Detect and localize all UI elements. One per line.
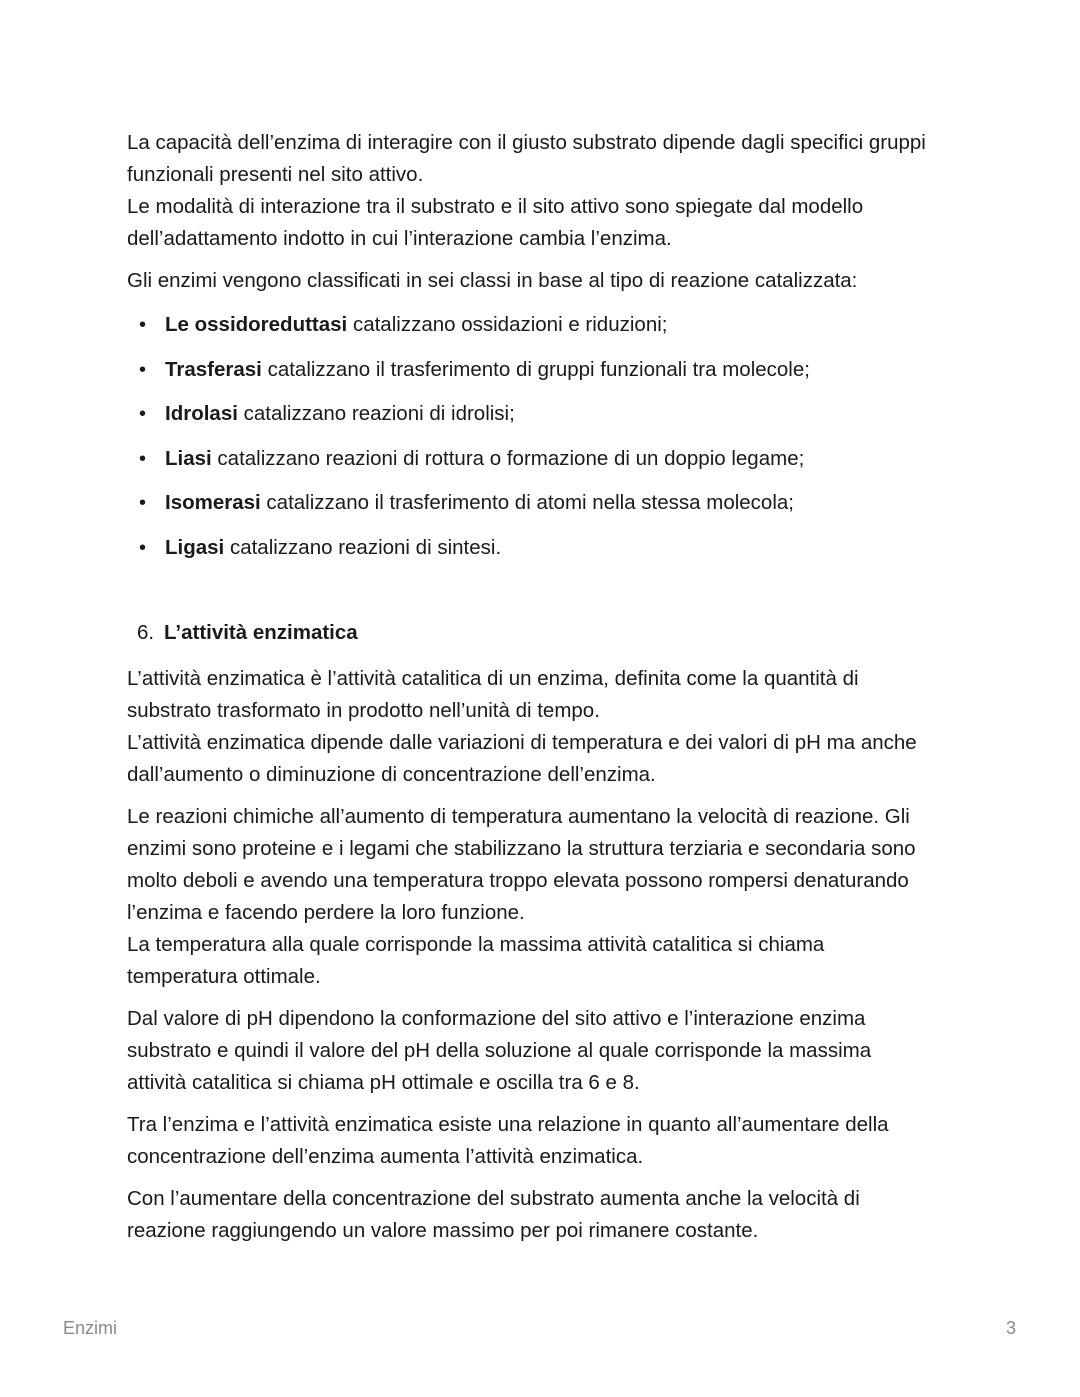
paragraph-enzyme-activity-definition — [127, 663, 957, 791]
list-item — [127, 354, 957, 399]
class-description: catalizzano reazioni di rottura o formazione di un doppio legame; — [211, 446, 805, 470]
section-title: L’attività enzimatica — [164, 620, 358, 644]
text-line: Le modalità di interazione tra il substrato e il sito attivo sono spiegate dal modello — [127, 195, 864, 218]
list-item — [127, 487, 957, 532]
class-name: Le ossidoreduttasi — [165, 313, 348, 336]
class-name: Ligasi — [165, 535, 225, 559]
class-name: Isomerasi — [165, 491, 261, 515]
text-line: L’attività enzimatica è l’attività catalitica di un enzima, definita come la quantità di — [127, 666, 859, 690]
class-name: Idrolasi — [165, 402, 238, 426]
text-line: substrato trasformato in prodotto nell’unità di tempo. — [127, 698, 600, 722]
footer-document-title: Enzimi — [63, 1318, 118, 1338]
text-line: dell’adattamento indotto in cui l’interazione cambia l’enzima. — [127, 227, 672, 250]
text-line: dall’aumento o diminuzione di concentrazione dell’enzima. — [127, 762, 656, 786]
text-line: L’attività enzimatica dipende dalle variazioni di temperatura e dei valori di pH ma anche — [127, 730, 917, 754]
list-item — [127, 398, 957, 443]
section-number: 6. — [137, 620, 155, 644]
list-item — [127, 443, 957, 488]
text-line: Con l’aumentare della concentrazione del substrato aumenta anche la velocità di — [127, 1186, 860, 1210]
footer-page-number: 3 — [1005, 1318, 1016, 1338]
text-line: molto deboli e avendo una temperatura troppo elevata possono rompersi denaturando — [127, 868, 909, 892]
paragraph-temperature — [127, 801, 957, 993]
text-line: temperatura ottimale. — [127, 964, 321, 988]
text-line: Dal valore di pH dipendono la conformazione del sito attivo e l’interazione enzima — [127, 1006, 866, 1030]
class-name: Liasi — [165, 446, 212, 470]
class-description: catalizzano il trasferimento di atomi nella stessa molecola; — [260, 491, 794, 515]
text-line: La temperatura alla quale corrisponde la massima attività catalitica si chiama — [127, 932, 825, 956]
text-line: funzionali presenti nel sito attivo. — [127, 163, 424, 186]
text-line: reazione raggiungendo un valore massimo per poi rimanere costante. — [127, 1218, 759, 1242]
text-line: enzimi sono proteine e i legami che stabilizzano la struttura terziaria e secondaria sono — [127, 836, 916, 860]
class-description: catalizzano reazioni di sintesi. — [224, 535, 502, 559]
page-content — [127, 127, 957, 1257]
paragraph-enzyme-concentration — [127, 1109, 957, 1173]
class-description: catalizzano il trasferimento di gruppi funzionali tra molecole; — [261, 357, 810, 381]
text-line: l’enzima e facendo perdere la loro funzione. — [127, 900, 525, 924]
text-line: La capacità dell’enzima di interagire con il giusto substrato dipende dagli specifici gruppi — [127, 131, 926, 154]
paragraph-substrate-concentration — [127, 1183, 957, 1247]
class-name: Trasferasi — [165, 357, 262, 381]
text-line: Le reazioni chimiche all’aumento di temperatura aumentano la velocità di reazione. Gli — [127, 804, 910, 828]
bullet-icon: • — [139, 403, 147, 426]
paragraph-substrate-interaction — [127, 127, 957, 255]
bullet-icon: • — [139, 536, 147, 559]
text-line: substrato e quindi il valore del pH della soluzione al quale corrisponde la massima — [127, 1038, 872, 1062]
paragraph-ph — [127, 1003, 957, 1099]
paragraph-classification-intro: Gli enzimi vengono classificati in sei classi in base al tipo di reazione catalizzata: — [127, 269, 858, 292]
bullet-icon: • — [139, 492, 147, 515]
list-item — [127, 532, 957, 577]
enzyme-classes-list — [127, 309, 957, 577]
class-description: catalizzano reazioni di idrolisi; — [237, 402, 515, 426]
text-line: attività catalitica si chiama pH ottimale e oscilla tra 6 e 8. — [127, 1070, 640, 1094]
bullet-icon: • — [139, 314, 147, 336]
text-line: concentrazione dell’enzima aumenta l’attività enzimatica. — [127, 1144, 644, 1168]
class-description: catalizzano ossidazioni e riduzioni; — [347, 313, 668, 336]
section-heading — [127, 617, 957, 655]
text-line: Tra l’enzima e l’attività enzimatica esiste una relazione in quanto all’aumentare della — [127, 1112, 889, 1136]
bullet-icon: • — [139, 358, 147, 381]
bullet-icon: • — [139, 447, 147, 470]
list-item — [127, 309, 957, 354]
